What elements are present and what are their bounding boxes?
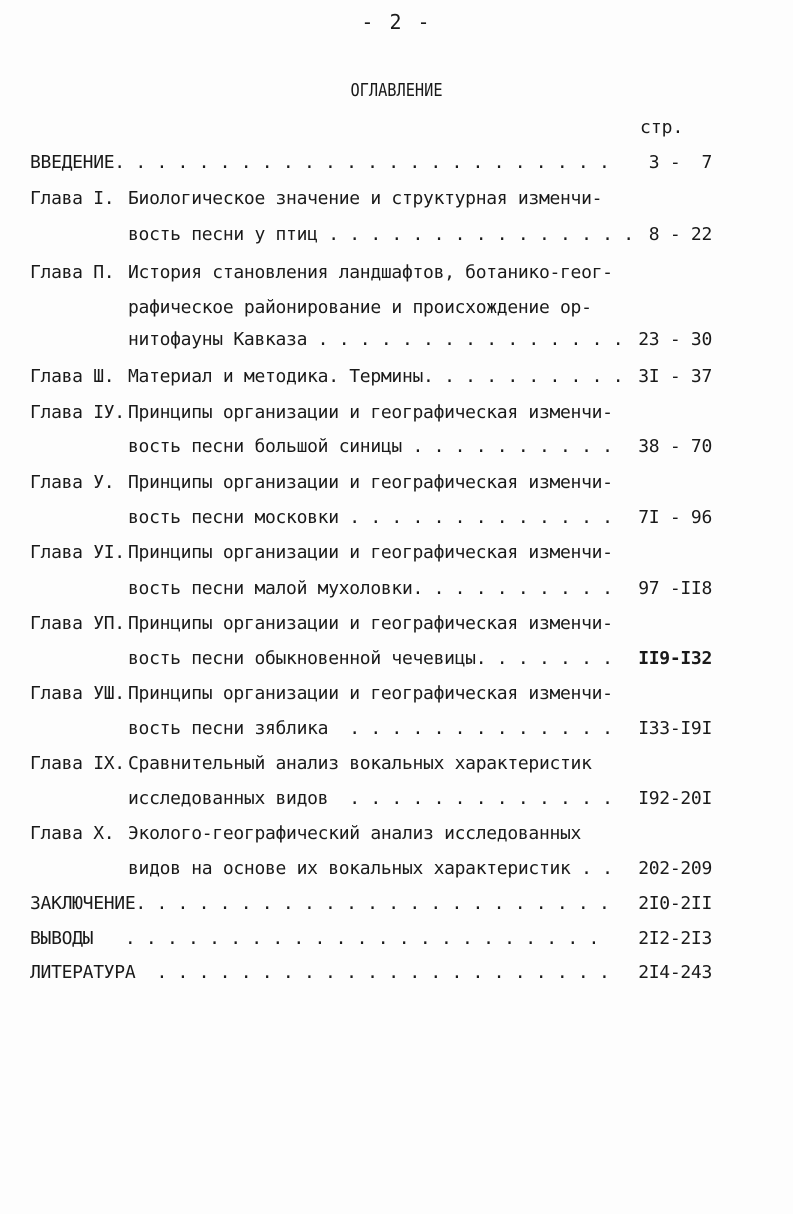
toc-entry-text: Биологическое значение и структурная изменчи- bbox=[128, 188, 603, 209]
toc-entry-text: вость песни большой синицы . . . . . . . . . . bbox=[128, 436, 613, 457]
toc-entry bbox=[0, 329, 793, 353]
toc-chapter-label: Глава Ш. bbox=[30, 366, 115, 387]
toc-entry bbox=[0, 823, 793, 847]
toc-entry bbox=[0, 928, 793, 952]
toc-entry bbox=[0, 542, 793, 566]
toc-chapter-label: Глава УШ. bbox=[30, 683, 125, 704]
toc-entry-text: ЛИТЕРАТУРА . . . . . . . . . . . . . . . . . . . . . . bbox=[30, 962, 610, 983]
toc-entry-text: вость песни зяблика . . . . . . . . . . . . . bbox=[128, 718, 613, 739]
toc-chapter-label: Глава У. bbox=[30, 472, 115, 493]
toc-entry-text: видов на основе их вокальных характеристик . . bbox=[128, 858, 613, 879]
toc-page-range: 7I - 96 bbox=[638, 507, 712, 528]
toc-entry-text: рафическое районирование и происхождение ор- bbox=[128, 297, 592, 318]
toc-chapter-label: Глава IУ. bbox=[30, 402, 125, 423]
toc-entry-text: Принципы организации и географическая изменчи- bbox=[128, 613, 613, 634]
toc-entry-text: ЗАКЛЮЧЕНИЕ. . . . . . . . . . . . . . . . . . . . . . . bbox=[30, 893, 610, 914]
toc-page-range: 8 - 22 bbox=[648, 224, 712, 245]
toc-chapter-label: Глава УП. bbox=[30, 613, 125, 634]
toc-page-range: 2I0-2II bbox=[638, 893, 712, 914]
toc-page-range: 202-209 bbox=[638, 858, 712, 879]
toc-entry bbox=[0, 188, 793, 212]
toc-entry-text: Принципы организации и географическая изменчи- bbox=[128, 472, 613, 493]
toc-entry-text: ВЫВОДЫ . . . . . . . . . . . . . . . . . . . . . . . bbox=[30, 928, 599, 949]
toc-entry bbox=[0, 152, 793, 176]
toc-chapter-label: Глава П. bbox=[30, 262, 115, 283]
toc-entry bbox=[0, 297, 793, 321]
toc-entry-text: История становления ландшафтов, ботанико-геог- bbox=[128, 262, 613, 283]
toc-entry bbox=[0, 648, 793, 672]
toc-entry bbox=[0, 962, 793, 986]
toc-page-range: 23 - 30 bbox=[638, 329, 712, 350]
toc-entry bbox=[0, 507, 793, 531]
page-number: - 2 - bbox=[361, 10, 432, 34]
toc-entry bbox=[0, 753, 793, 777]
toc-chapter-label: Глава IX. bbox=[30, 753, 125, 774]
toc-entry-text: ВВЕДЕНИЕ. . . . . . . . . . . . . . . . . . . . . . . . bbox=[30, 152, 610, 173]
toc-entry bbox=[0, 788, 793, 812]
toc-entry-text: Сравнительный анализ вокальных характеристик bbox=[128, 753, 592, 774]
toc-entry-text: нитофауны Кавказа . . . . . . . . . . . . . . . bbox=[128, 329, 624, 350]
toc-entry bbox=[0, 472, 793, 496]
toc-entry-text: вость песни обыкновенной чечевицы. . . . . . . bbox=[128, 648, 613, 669]
toc-entry-text: Принципы организации и географическая изменчи- bbox=[128, 542, 613, 563]
toc-entry bbox=[0, 683, 793, 707]
toc-entry-text: исследованных видов . . . . . . . . . . . . . bbox=[128, 788, 613, 809]
toc-entry bbox=[0, 858, 793, 882]
toc-page-range: 97 -II8 bbox=[638, 578, 712, 599]
toc-title: ОГЛАВЛЕНИЕ bbox=[350, 80, 443, 101]
toc-entry-text: Принципы организации и географическая изменчи- bbox=[128, 683, 613, 704]
toc-page-range: I92-20I bbox=[638, 788, 712, 809]
toc-entry-text: вость песни московки . . . . . . . . . . . . . bbox=[128, 507, 613, 528]
toc-page-range: II9-I32 bbox=[638, 648, 712, 669]
toc-entry bbox=[0, 893, 793, 917]
toc-page-range: 3 - 7 bbox=[648, 152, 712, 173]
toc-entry bbox=[0, 578, 793, 602]
toc-entry bbox=[0, 613, 793, 637]
toc-entry bbox=[0, 366, 793, 390]
toc-entry bbox=[0, 718, 793, 742]
pages-column-label: стр. bbox=[640, 117, 684, 138]
toc-chapter-label: Глава I. bbox=[30, 188, 115, 209]
toc-entry-text: Принципы организации и географическая изменчи- bbox=[128, 402, 613, 423]
toc-entry-text: Эколого-географический анализ исследованных bbox=[128, 823, 582, 844]
toc-page-range: 3I - 37 bbox=[638, 366, 712, 387]
toc-entry-text: вость песни малой мухоловки. . . . . . . . . . bbox=[128, 578, 613, 599]
toc-page-range: 2I2-2I3 bbox=[638, 928, 712, 949]
toc-entry bbox=[0, 436, 793, 460]
toc-entry bbox=[0, 224, 793, 248]
toc-page-range: I33-I9I bbox=[638, 718, 712, 739]
toc-chapter-label: Глава X. bbox=[30, 823, 115, 844]
toc-page-range: 2I4-243 bbox=[638, 962, 712, 983]
toc-entry-text: Материал и методика. Термины. . . . . . . . . . bbox=[128, 366, 624, 387]
toc-entry-text: вость песни у птиц . . . . . . . . . . . . . . . bbox=[128, 224, 634, 245]
toc-page-range: 38 - 70 bbox=[638, 436, 712, 457]
toc-chapter-label: Глава УI. bbox=[30, 542, 125, 563]
toc-entry bbox=[0, 402, 793, 426]
toc-entry bbox=[0, 262, 793, 286]
